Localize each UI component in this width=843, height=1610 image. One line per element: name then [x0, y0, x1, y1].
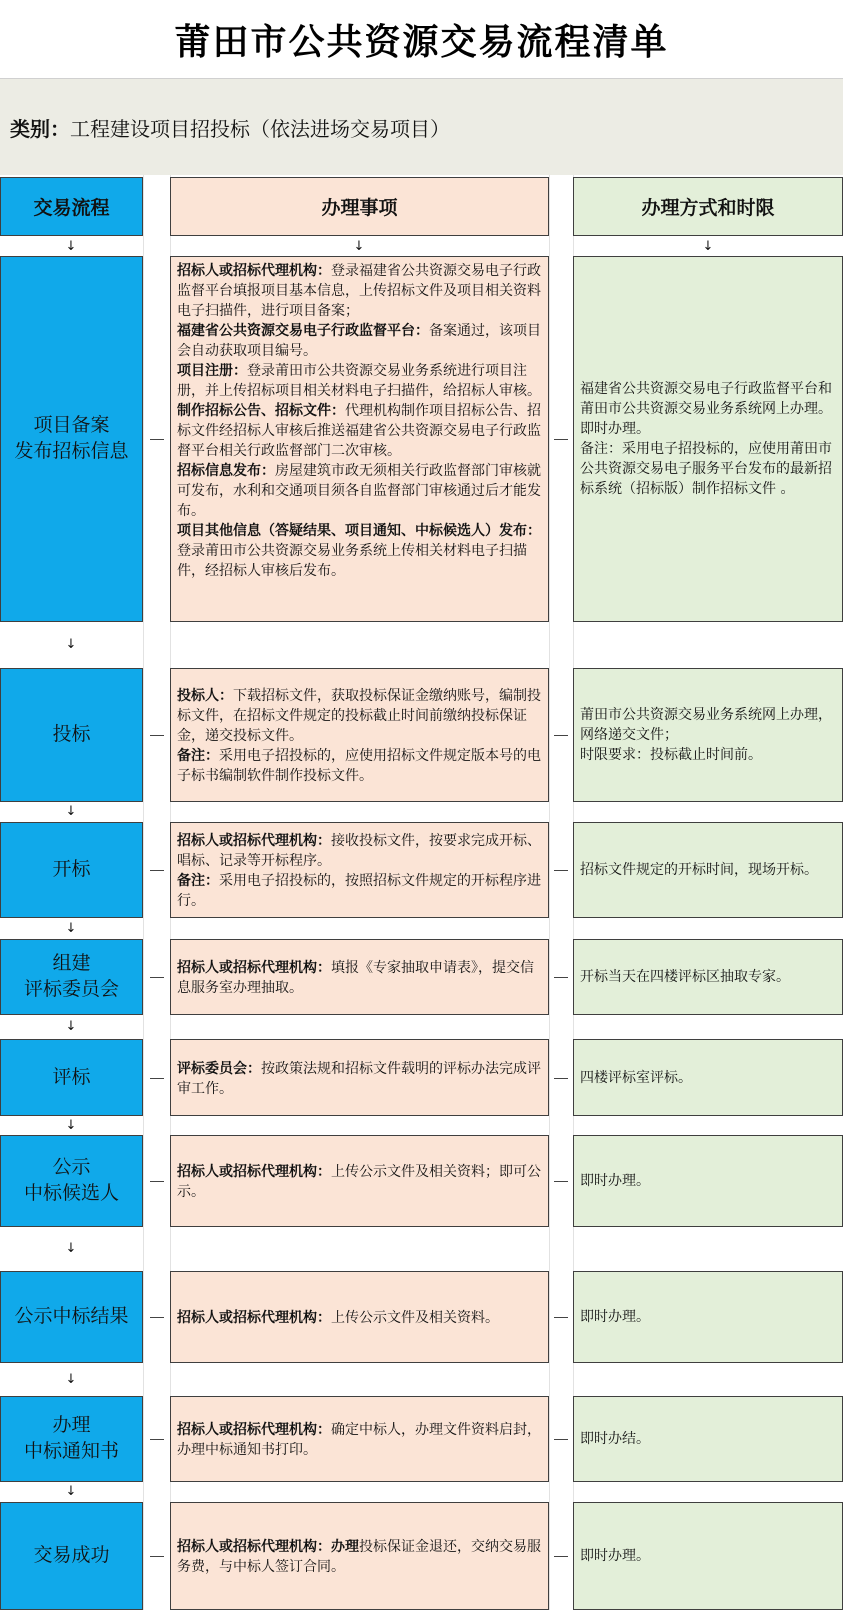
item-key: 招标人或招标代理机构：: [177, 833, 331, 849]
item-key: 招标人或招标代理机构：: [177, 1422, 331, 1438]
item-paragraph: [177, 521, 542, 581]
items-cell: [170, 939, 549, 1015]
items-cell: [170, 1135, 549, 1227]
item-text: 登录莆田市公共资源交易业务系统进行项目注册，并上传招标项目相关材料电子扫描件，给招标人审核。: [177, 363, 541, 399]
item-key: 项目其他信息（答疑结果、项目通知、中标候选人）发布：: [177, 523, 541, 539]
connector-dash: [150, 439, 164, 440]
category-value: 工程建设项目招投标（依法进场交易项目）: [70, 116, 450, 141]
connector-dash: [554, 1078, 568, 1079]
stage-cell: 交易成功: [0, 1502, 143, 1610]
method-cell: 即时办结。: [573, 1396, 843, 1482]
item-text: 投标保证金退还，交纳交易服务费，与中标人签订合同。: [177, 1539, 541, 1575]
item-text: 登录莆田市公共资源交易业务系统上传相关材料电子扫描件，经招标人审核后发布。: [177, 543, 527, 579]
method-cell: 即时办理。: [573, 1271, 843, 1363]
stage-cell: 公示 中标候选人: [0, 1135, 143, 1227]
item-paragraph: [177, 831, 542, 871]
connector-dash: [554, 1181, 568, 1182]
item-paragraph: [177, 401, 542, 461]
items-cell: [170, 1039, 549, 1116]
item-paragraph: [177, 871, 542, 911]
connector-dash: [150, 1317, 164, 1318]
connector-dash: [554, 735, 568, 736]
items-cell: [170, 668, 549, 802]
category-label: 类别：: [10, 116, 70, 141]
item-paragraph: [177, 321, 542, 361]
item-text: 上传公示文件及相关资料；即可公示。: [177, 1164, 541, 1200]
item-text: 代理机构制作项目招标公告、招标文件经招标人审核后推送福建省公共资源交易电子行政监督平台相关行政监督部门二次审核。: [177, 403, 541, 459]
item-paragraph: [177, 1420, 542, 1460]
stage-cell: 办理 中标通知书: [0, 1396, 143, 1482]
item-key: 投标人：: [177, 688, 233, 704]
item-paragraph: [177, 261, 542, 321]
item-text: 接收投标文件，按要求完成开标、唱标、记录等开标程序。: [177, 833, 541, 869]
down-arrow-icon: ↓: [65, 1241, 77, 1256]
method-cell: 即时办理。: [573, 1502, 843, 1610]
connector-dash: [150, 735, 164, 736]
down-arrow-icon: ↓: [353, 239, 365, 254]
items-cell: [170, 1502, 549, 1610]
header-items: 办理事项: [170, 177, 549, 236]
method-cell: 福建省公共资源交易电子行政监督平台和莆田市公共资源交易业务系统网上办理。即时办理。 备注：采用电子招投标的，应使用莆田市公共资源交易电子服务平台发布的最新招标系统（招标版）制作招标文件 。: [573, 256, 843, 622]
down-arrow-icon: ↓: [65, 1372, 77, 1387]
stage-cell: 公示中标结果: [0, 1271, 143, 1363]
item-text: 上传公示文件及相关资料。: [331, 1310, 499, 1326]
connector-dash: [150, 1556, 164, 1557]
connector-dash: [150, 1181, 164, 1182]
down-arrow-icon: ↓: [65, 1118, 77, 1133]
item-key: 制作招标公告、招标文件：: [177, 403, 345, 419]
item-key: 招标人或招标代理机构：: [177, 263, 331, 279]
item-key: 招标人或招标代理机构：: [177, 1539, 331, 1555]
method-cell: 招标文件规定的开标时间，现场开标。: [573, 822, 843, 918]
item-paragraph: [177, 1059, 542, 1099]
connector-dash: [554, 977, 568, 978]
connector-dash: [554, 1317, 568, 1318]
item-text: 房屋建筑市政无须相关行政监督部门审核就可发布，水利和交通项目须各自监督部门审核通过后才能发布。: [177, 463, 541, 519]
method-cell: 四楼评标室评标。: [573, 1039, 843, 1116]
grid-line: [143, 175, 144, 1610]
items-cell: [170, 256, 549, 622]
item-key: 招标人或招标代理机构：: [177, 1164, 331, 1180]
items-cell: [170, 1396, 549, 1482]
method-cell: 莆田市公共资源交易业务系统网上办理，网络递交文件； 时限要求：投标截止时间前。: [573, 668, 843, 802]
stage-cell: 投标: [0, 668, 143, 802]
connector-dash: [150, 870, 164, 871]
item-key: 项目注册：: [177, 363, 247, 379]
item-paragraph: [177, 461, 542, 521]
connector-dash: [150, 977, 164, 978]
items-cell: [170, 1271, 549, 1363]
stage-cell: 评标: [0, 1039, 143, 1116]
page-title: 莆田市公共资源交易流程清单: [0, 0, 843, 79]
item-paragraph: [177, 686, 542, 746]
item-key: 办理: [331, 1539, 359, 1555]
item-text: 按政策法规和招标文件载明的评标办法完成评审工作。: [177, 1060, 541, 1097]
item-text: 采用电子招投标的，应使用招标文件规定版本号的电子标书编制软件制作投标文件。: [177, 748, 541, 784]
header-flow: 交易流程: [0, 177, 143, 236]
method-cell: 即时办理。: [573, 1135, 843, 1227]
item-text: 备案通过，该项目会自动获取项目编号。: [177, 323, 541, 359]
connector-dash: [554, 1439, 568, 1440]
item-key: 福建省公共资源交易电子行政监督平台：: [177, 323, 429, 339]
connector-dash: [150, 1078, 164, 1079]
item-text: 下载招标文件，获取投标保证金缴纳账号，编制投标文件，在招标文件规定的投标截止时间前缴纳投标保证金，递交投标文件。: [177, 688, 541, 744]
down-arrow-icon: ↓: [65, 921, 77, 936]
item-paragraph: [177, 361, 542, 401]
item-text: 登录福建省公共资源交易电子行政监督平台填报项目基本信息，上传招标文件及项目相关资料电子扫描件，进行项目备案；: [177, 263, 541, 319]
header-method: 办理方式和时限: [573, 177, 843, 236]
items-cell: [170, 822, 549, 918]
method-cell: 开标当天在四楼评标区抽取专家。: [573, 939, 843, 1015]
down-arrow-icon: ↓: [65, 1484, 77, 1499]
down-arrow-icon: ↓: [702, 239, 714, 254]
item-text: 填报《专家抽取申请表》，提交信息服务室办理抽取。: [177, 960, 534, 996]
connector-dash: [150, 1439, 164, 1440]
item-paragraph: [177, 746, 542, 786]
item-key: 备注：: [177, 748, 219, 764]
item-text: 采用电子招投标的，按照招标文件规定的开标程序进行。: [177, 873, 541, 909]
item-key: 招标人或招标代理机构：: [177, 1310, 331, 1326]
stage-cell: 项目备案 发布招标信息: [0, 256, 143, 622]
connector-dash: [554, 439, 568, 440]
item-key: 评标委员会：: [177, 1060, 261, 1077]
stage-cell: 组建 评标委员会: [0, 939, 143, 1015]
item-text: 确定中标人，办理文件资料启封，办理中标通知书打印。: [177, 1422, 541, 1458]
item-paragraph: [177, 958, 542, 998]
category-bar: [0, 79, 843, 175]
down-arrow-icon: ↓: [65, 239, 77, 254]
connector-dash: [554, 1556, 568, 1557]
grid-line: [549, 175, 550, 1610]
item-key: 招标人或招标代理机构：: [177, 960, 331, 976]
connector-dash: [554, 870, 568, 871]
stage-cell: 开标: [0, 822, 143, 918]
item-paragraph: [177, 1308, 542, 1328]
down-arrow-icon: ↓: [65, 1019, 77, 1034]
down-arrow-icon: ↓: [65, 637, 77, 652]
down-arrow-icon: ↓: [65, 804, 77, 819]
item-paragraph: [177, 1537, 542, 1577]
item-key: 招标信息发布：: [177, 463, 275, 479]
item-key: 备注：: [177, 873, 219, 889]
item-paragraph: [177, 1162, 542, 1202]
